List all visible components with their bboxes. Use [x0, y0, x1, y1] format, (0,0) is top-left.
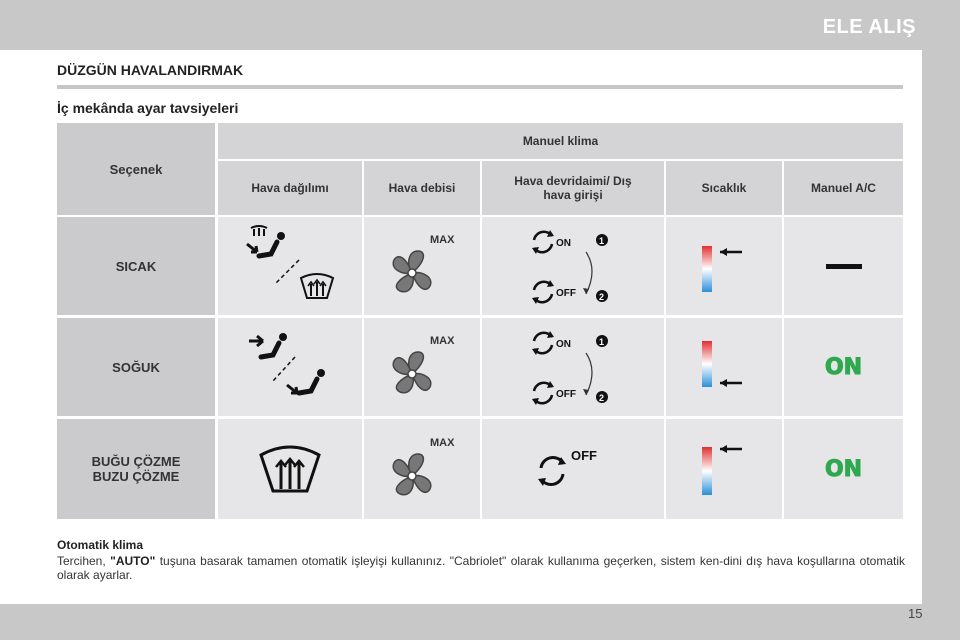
subtitle: İç mekânda ayar tavsiyeleri	[57, 100, 239, 116]
fan-max-label: MAX	[430, 234, 455, 246]
temp-cell-defog	[666, 419, 782, 519]
page-number: 15	[908, 606, 923, 621]
step-1-label: 1	[599, 337, 605, 347]
fan-cell-hot	[364, 217, 480, 315]
recirc-off-label: OFF	[556, 389, 576, 400]
fan-cell-cold	[364, 318, 480, 416]
recirc-on-label: ON	[556, 339, 571, 350]
distribution-cell-hot	[218, 217, 362, 315]
row-label-hot: SICAK	[57, 217, 215, 315]
step-2-label: 2	[599, 393, 605, 403]
auto-text-before: Tercihen,	[57, 554, 111, 568]
temp-cell-cold	[666, 318, 782, 416]
auto-climate-title: Otomatik klima	[57, 538, 144, 552]
air-distribution-face-feet-icon	[235, 327, 345, 407]
group-header: Manuel klima	[218, 123, 903, 159]
distribution-cell-defog	[218, 419, 362, 519]
windshield-defrost-icon	[255, 439, 325, 499]
ac-cell-cold	[784, 318, 903, 416]
recirc-cell-defog	[482, 419, 664, 519]
auto-climate-text	[57, 554, 905, 582]
ac-cell-hot	[784, 217, 903, 315]
ac-on-indicator: ON	[824, 456, 863, 482]
col-manual-ac: Manuel A/C	[784, 161, 903, 215]
option-header: Seçenek	[57, 123, 215, 215]
fan-max-icon	[382, 231, 462, 301]
col-temperature: Sıcaklık	[666, 161, 782, 215]
fan-max-label: MAX	[430, 335, 455, 347]
recirc-off-label: OFF	[556, 288, 576, 299]
section-rule	[57, 85, 903, 89]
row-label-cold: SOĞUK	[57, 318, 215, 416]
right-strip	[922, 50, 960, 605]
step-2-label: 2	[599, 292, 605, 302]
ac-not-applicable-dash	[826, 264, 862, 269]
temperature-hot-icon	[694, 439, 754, 499]
temperature-cold-icon	[694, 337, 754, 397]
col-air-flow: Hava debisi	[364, 161, 480, 215]
fan-max-icon	[382, 434, 462, 504]
fan-max-icon	[382, 332, 462, 402]
recirc-on-label: ON	[556, 238, 571, 249]
ac-cell-defog	[784, 419, 903, 519]
bottom-band	[0, 604, 960, 640]
recirc-off-label: OFF	[571, 448, 597, 463]
recirc-cell-hot	[482, 217, 664, 315]
col-air-distribution: Hava dağılımı	[218, 161, 362, 215]
top-band	[0, 0, 960, 50]
row-label-defog: BUĞU ÇÖZME BUZU ÇÖZME	[57, 419, 215, 519]
fan-cell-defog	[364, 419, 480, 519]
recirculation-on-off-icon	[528, 226, 618, 306]
air-distribution-windshield-feet-icon	[235, 226, 345, 306]
col-recirculation: Hava devridaimi/ Dış hava girişi	[482, 161, 664, 215]
section-title: DÜZGÜN HAVALANDIRMAK	[57, 62, 244, 78]
temp-cell-hot	[666, 217, 782, 315]
auto-text-bold: "AUTO"	[110, 554, 156, 568]
recirc-cell-cold	[482, 318, 664, 416]
step-1-label: 1	[599, 236, 605, 246]
recirculation-off-icon	[533, 444, 613, 494]
settings-table	[57, 123, 903, 519]
chapter-title: ELE ALIŞ	[822, 16, 916, 38]
fan-max-label: MAX	[430, 437, 455, 449]
auto-text-after: tuşuna basarak tamamen otomatik işleyişi kullanınız. "Cabriolet" olarak kullanıma geçerken, sistem ken-dini dış hava koşullarına otomatik olarak ayarlar.	[57, 554, 905, 582]
distribution-cell-cold	[218, 318, 362, 416]
ac-on-indicator: ON	[824, 354, 863, 380]
recirculation-on-off-icon	[528, 327, 618, 407]
temperature-hot-icon	[694, 236, 754, 296]
